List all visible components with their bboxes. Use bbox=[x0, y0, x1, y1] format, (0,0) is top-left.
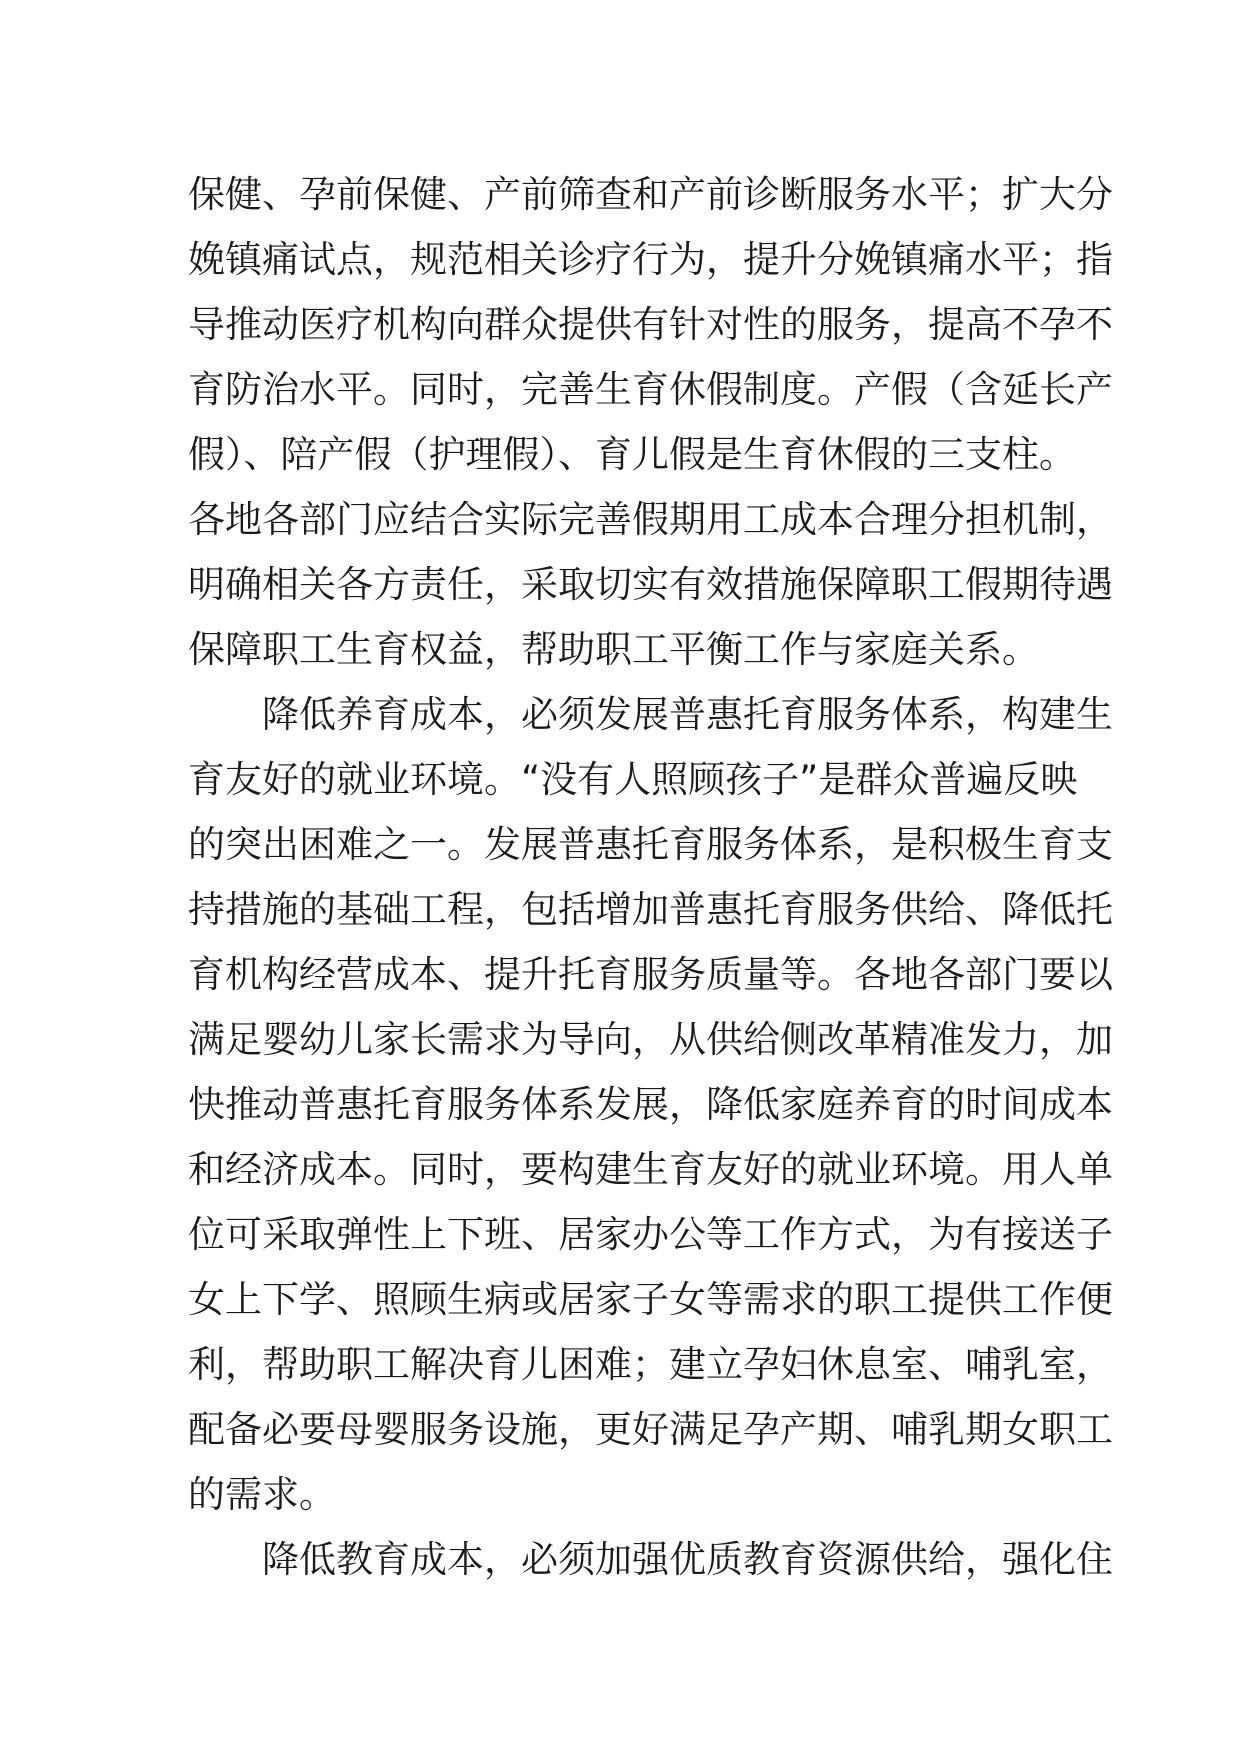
paragraph-first-line: 降低养育成本，必须发展普惠托育服务体系，构建生 bbox=[262, 693, 1113, 736]
paragraph-line: 满足婴幼儿家长需求为导向，从供给侧改革精准发力，加 bbox=[188, 1018, 1113, 1061]
paragraph-line: 保障职工生育权益，帮助职工平衡工作与家庭关系。 bbox=[188, 628, 1039, 671]
paragraph-line: 配备必要母婴服务设施，更好满足孕产期、哺乳期女职工 bbox=[188, 1408, 1113, 1451]
body-text bbox=[188, 162, 1113, 1592]
paragraph-line: 育防治水平。同时，完善生育休假制度。产假（含延长产 bbox=[188, 368, 1113, 411]
paragraph-line: 导推动医疗机构向群众提供有针对性的服务，提高不孕不 bbox=[188, 303, 1113, 346]
paragraph-line: 假）、陪产假（护理假）、育儿假是生育休假的三支柱。 bbox=[188, 433, 1076, 476]
paragraph-first-line: 降低教育成本，必须加强优质教育资源供给，强化住 bbox=[262, 1538, 1113, 1581]
paragraph-line: 娩镇痛试点，规范相关诊疗行为，提升分娩镇痛水平；指 bbox=[188, 238, 1113, 281]
paragraph-line: 和经济成本。同时，要构建生育友好的就业环境。用人单 bbox=[188, 1148, 1113, 1191]
paragraph-line: 育机构经营成本、提升托育服务质量等。各地各部门要以 bbox=[188, 953, 1113, 996]
paragraph-line: 利，帮助职工解决育儿困难；建立孕妇休息室、哺乳室， bbox=[188, 1343, 1113, 1386]
paragraph-line: 育友好的就业环境。“没有人照顾孩子”是群众普遍反映 bbox=[188, 758, 1078, 801]
paragraph-line: 持措施的基础工程，包括增加普惠托育服务供给、降低托 bbox=[188, 888, 1113, 931]
paragraph-line: 女上下学、照顾生病或居家子女等需求的职工提供工作便 bbox=[188, 1278, 1113, 1321]
paragraph-line: 快推动普惠托育服务体系发展，降低家庭养育的时间成本 bbox=[188, 1083, 1113, 1126]
paragraph-line: 的突出困难之一。发展普惠托育服务体系，是积极生育支 bbox=[188, 823, 1113, 866]
paragraph-line: 位可采取弹性上下班、居家办公等工作方式，为有接送子 bbox=[188, 1213, 1113, 1256]
paragraph-line: 各地各部门应结合实际完善假期用工成本合理分担机制， bbox=[188, 498, 1113, 541]
paragraph-line: 保健、孕前保健、产前筛查和产前诊断服务水平；扩大分 bbox=[188, 173, 1113, 216]
paragraph-line: 明确相关各方责任，采取切实有效措施保障职工假期待遇 bbox=[188, 563, 1113, 606]
paragraph-line: 的需求。 bbox=[188, 1473, 336, 1516]
